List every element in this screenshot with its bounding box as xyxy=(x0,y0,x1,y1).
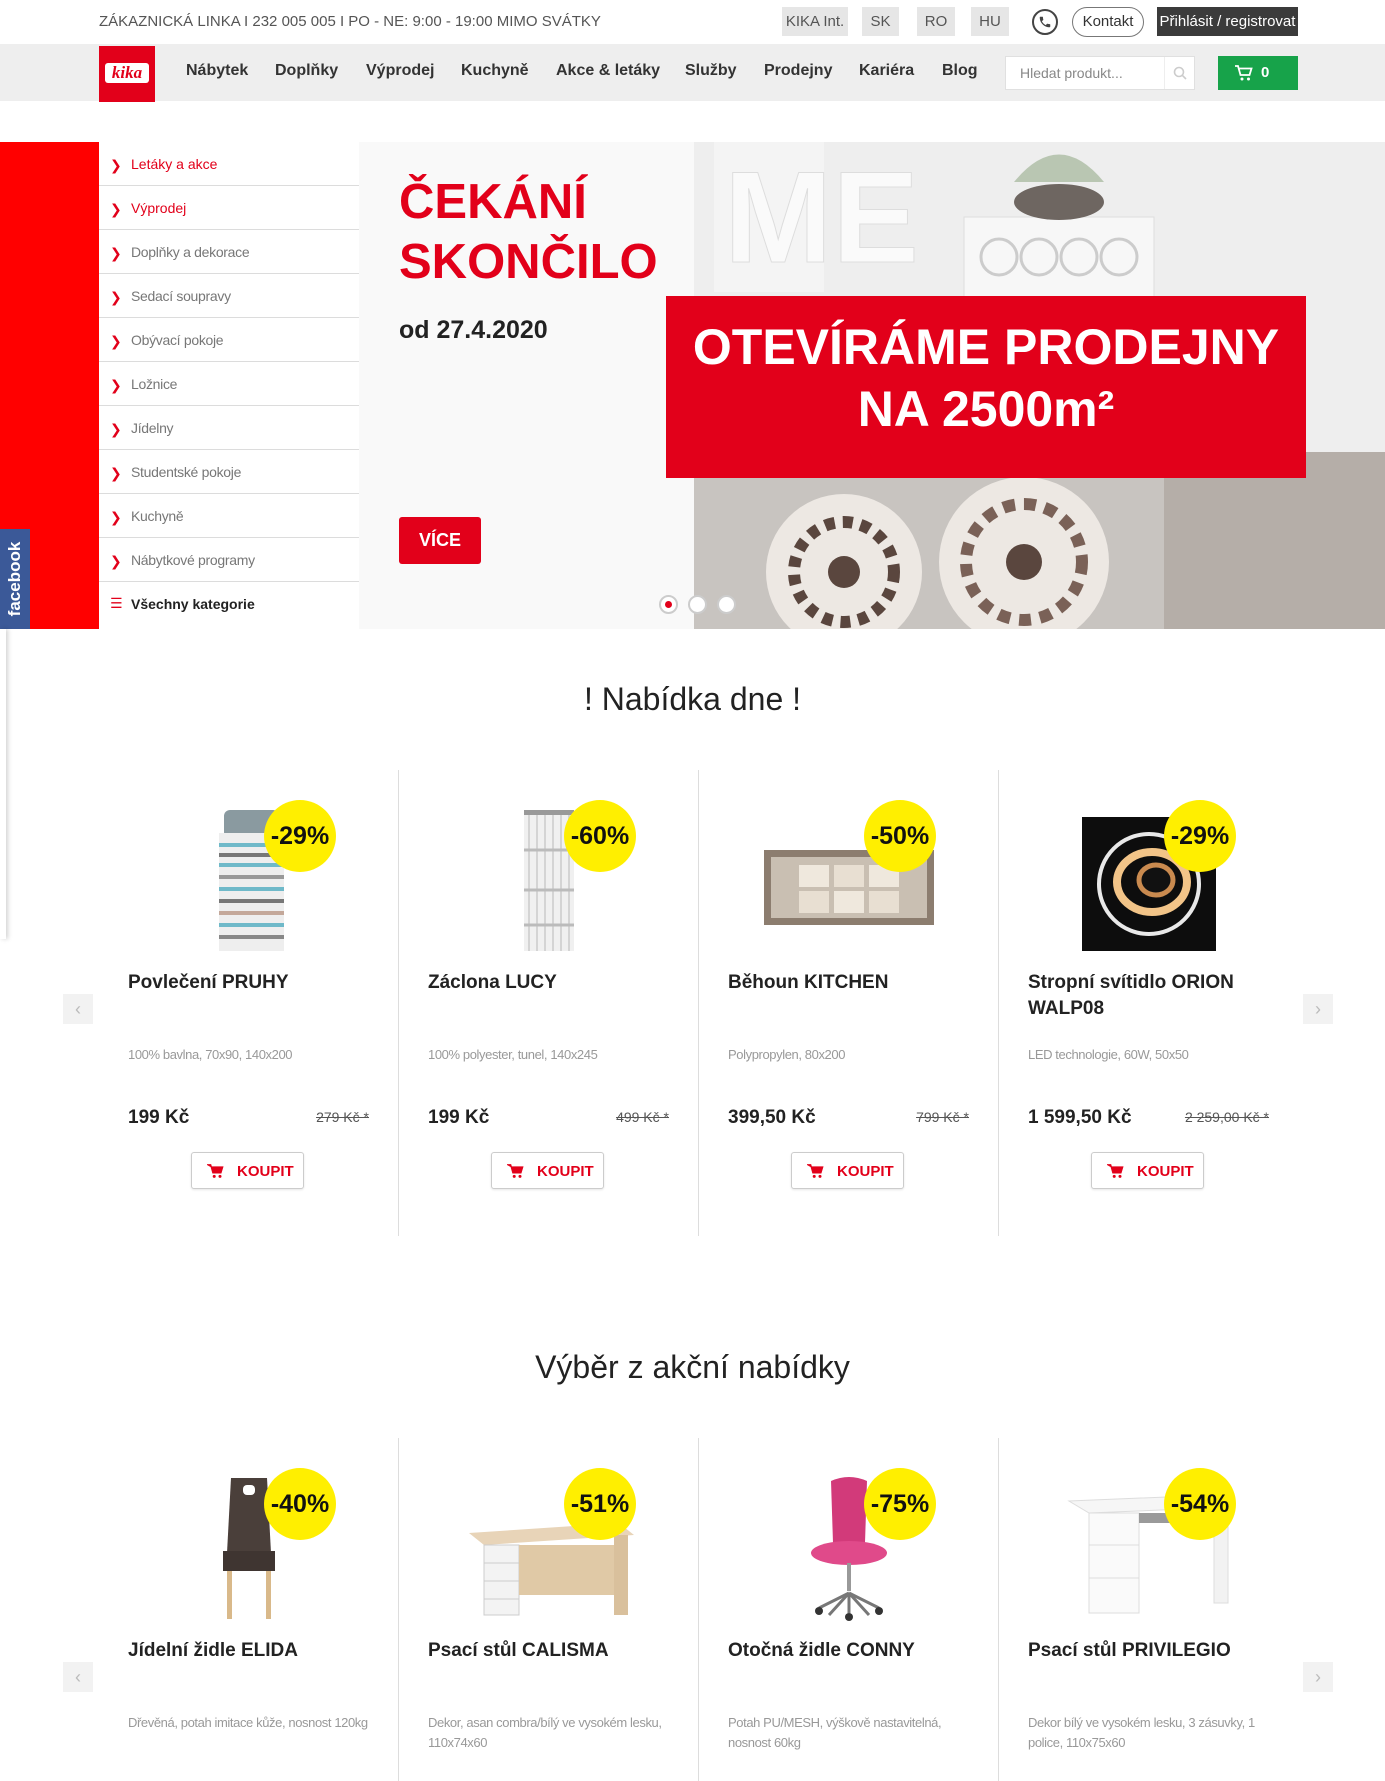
discount-badge: -29% xyxy=(264,800,336,872)
product-card[interactable] xyxy=(699,770,999,1236)
chevron-right-icon: ❯ xyxy=(110,201,122,217)
cat-obyvaci[interactable] xyxy=(99,318,359,362)
hero-red-banner xyxy=(666,296,1306,478)
hero-banner-line1: OTEVÍRÁME PRODEJNY xyxy=(692,319,1280,375)
cat-label: Kuchyně xyxy=(131,508,184,524)
product-name[interactable]: Povlečení PRUHY xyxy=(128,972,289,993)
nav-prodejny[interactable]: Prodejny xyxy=(764,62,833,79)
product-description: LED technologie, 60W, 50x50 xyxy=(1028,1047,1189,1062)
product-card[interactable] xyxy=(99,770,399,1236)
hero-title xyxy=(399,172,658,292)
nav-akce-letaky[interactable]: Akce & letáky xyxy=(556,62,661,79)
cat-label: Nábytkové programy xyxy=(131,552,255,568)
product-card[interactable] xyxy=(99,1438,399,1781)
cart-button[interactable] xyxy=(1218,56,1298,90)
category-menu xyxy=(99,142,359,629)
cart-icon xyxy=(1107,1163,1125,1179)
buy-label: KOUPIT xyxy=(537,1163,594,1180)
cat-label: Ložnice xyxy=(131,376,178,392)
hero-date: od 27.4.2020 xyxy=(399,316,548,344)
product-description: Dřevěná, potah imitace kůže, nosnost 120kg xyxy=(128,1715,368,1730)
nav-sluzby[interactable]: Služby xyxy=(685,62,737,79)
contact-button[interactable]: Kontakt xyxy=(1072,7,1144,37)
cat-kuchyne[interactable] xyxy=(99,494,359,538)
slide-dot-3[interactable] xyxy=(717,595,736,614)
chevron-right-icon: ❯ xyxy=(110,245,122,261)
product-name[interactable]: Běhoun KITCHEN xyxy=(728,972,889,993)
svg-text:ME: ME xyxy=(724,144,919,290)
discount-badge: -54% xyxy=(1164,1468,1236,1540)
discount-badge: -60% xyxy=(564,800,636,872)
lang-kika-int[interactable]: KIKA Int. xyxy=(782,7,848,36)
product-description: Polypropylen, 80x200 xyxy=(728,1047,846,1062)
cat-all[interactable] xyxy=(99,582,359,629)
search-input[interactable] xyxy=(1006,57,1166,89)
chevron-right-icon: ❯ xyxy=(110,421,122,437)
product-description: 100% polyester, tunel, 140x245 xyxy=(428,1047,598,1062)
cat-jidelny[interactable] xyxy=(99,406,359,450)
cat-label: Výprodej xyxy=(131,200,187,216)
chevron-right-icon: ❯ xyxy=(110,553,122,569)
product-name[interactable]: Stropní svítidlo ORION WALP08 xyxy=(1028,972,1234,1019)
buy-button[interactable] xyxy=(191,1152,304,1189)
nav-blog[interactable]: Blog xyxy=(942,62,978,79)
cat-loznice[interactable] xyxy=(99,362,359,406)
chevron-right-icon: ❯ xyxy=(110,289,122,305)
chevron-right-icon: ❯ xyxy=(110,377,122,393)
product-old-price: 499 Kč * xyxy=(616,1109,669,1125)
phone-icon[interactable] xyxy=(1032,9,1058,35)
login-register-button[interactable]: Přihlásit / registrovat xyxy=(1157,7,1298,36)
cat-label: Všechny kategorie xyxy=(131,596,255,612)
hero-title-line2: SKONČILO xyxy=(399,235,658,289)
carousel-prev-arrow[interactable]: ‹ xyxy=(63,1662,93,1692)
cart-icon xyxy=(507,1163,525,1179)
product-card[interactable] xyxy=(399,770,699,1236)
buy-label: KOUPIT xyxy=(237,1163,294,1180)
product-name[interactable]: Záclona LUCY xyxy=(428,972,557,993)
section-title-deal-of-day: ! Nabídka dne ! xyxy=(583,681,802,717)
product-description: Dekor, asan combra/bílý ve vysokém lesku, 110x74x60 xyxy=(428,1715,662,1750)
product-description: 100% bavlna, 70x90, 140x200 xyxy=(128,1047,293,1062)
cart-count: 0 xyxy=(1261,64,1270,81)
discount-badge: -40% xyxy=(264,1468,336,1540)
menu-icon: ☰ xyxy=(110,595,123,611)
chevron-right-icon: ❯ xyxy=(110,157,122,173)
product-name[interactable]: Psací stůl CALISMA xyxy=(428,1640,609,1661)
product-price: 199 Kč xyxy=(428,1107,490,1128)
product-card[interactable] xyxy=(999,770,1299,1236)
cat-label: Studentské pokoje xyxy=(131,464,242,480)
hero-more-button[interactable]: VÍCE xyxy=(399,517,481,564)
product-price: 199 Kč xyxy=(128,1107,190,1128)
cat-label: Jídelny xyxy=(131,420,174,436)
carousel-next-arrow[interactable]: › xyxy=(1303,1662,1333,1692)
carousel-prev-arrow[interactable]: ‹ xyxy=(63,994,93,1024)
lang-sk[interactable]: SK xyxy=(862,7,899,36)
nav-kariera[interactable]: Kariéra xyxy=(859,62,915,79)
discount-badge: -75% xyxy=(864,1468,936,1540)
product-name[interactable]: Otočná židle CONNY xyxy=(728,1640,915,1661)
lang-ro[interactable]: RO xyxy=(917,7,955,36)
search-box xyxy=(1005,56,1195,90)
cat-doplnky[interactable] xyxy=(99,230,359,274)
hero-slider xyxy=(359,142,1385,629)
cat-label: Obývací pokoje xyxy=(131,332,224,348)
cat-sedaci[interactable] xyxy=(99,274,359,318)
facebook-label: facebook xyxy=(5,541,24,617)
cart-icon xyxy=(1234,64,1254,82)
product-description: Dekor bílý ve vysokém lesku, 3 zásuvky, 1 police, 110x75x60 xyxy=(1028,1715,1255,1750)
product-name[interactable]: Jídelní židle ELIDA xyxy=(128,1640,298,1661)
cat-label: Sedací soupravy xyxy=(131,288,231,304)
buy-button[interactable] xyxy=(491,1152,604,1189)
cart-icon xyxy=(807,1163,825,1179)
product-old-price: 279 Kč * xyxy=(316,1109,369,1125)
cat-vyprodej[interactable] xyxy=(99,186,359,230)
nav-nabytek[interactable]: Nábytek xyxy=(186,62,249,79)
chevron-right-icon: ❯ xyxy=(110,465,122,481)
buy-button[interactable] xyxy=(791,1152,904,1189)
hero-banner-line2: NA 2500m² xyxy=(857,381,1115,437)
search-icon[interactable] xyxy=(1164,57,1194,89)
discount-badge: -51% xyxy=(564,1468,636,1540)
discount-badge: -29% xyxy=(1164,800,1236,872)
product-price: 399,50 Kč xyxy=(728,1107,816,1128)
cat-label: Doplňky a dekorace xyxy=(131,244,250,260)
cat-letaky-akce[interactable] xyxy=(99,142,359,186)
carousel-next-arrow[interactable]: › xyxy=(1303,994,1333,1024)
nav-kuchyne[interactable]: Kuchyně xyxy=(461,62,529,79)
product-old-price: 799 Kč * xyxy=(916,1109,969,1125)
slide-dot-2[interactable] xyxy=(688,595,707,614)
main-nav xyxy=(0,44,1385,101)
product-card[interactable] xyxy=(699,1438,999,1781)
cart-icon xyxy=(207,1163,225,1179)
product-old-price: 2 259,00 Kč * xyxy=(1184,1109,1269,1125)
cat-label: Letáky a akce xyxy=(131,156,218,172)
facebook-tab[interactable] xyxy=(0,529,30,629)
product-card[interactable] xyxy=(999,1438,1299,1781)
logo-text: kika xyxy=(105,63,149,83)
nav-doplnky[interactable]: Doplňky xyxy=(275,62,339,79)
cat-studentske[interactable] xyxy=(99,450,359,494)
product-name[interactable]: Psací stůl PRIVILEGIO xyxy=(1028,1640,1231,1661)
section-title-promo: Výběr z akční nabídky xyxy=(535,1349,850,1385)
discount-badge: -50% xyxy=(864,800,936,872)
slide-dot-1[interactable] xyxy=(659,595,678,614)
facebook-panel-edge xyxy=(0,629,6,939)
nav-vyprodej[interactable]: Výprodej xyxy=(366,62,435,79)
chevron-right-icon: ❯ xyxy=(110,509,122,525)
lang-hu[interactable]: HU xyxy=(971,7,1009,36)
cat-nabytkove-programy[interactable] xyxy=(99,538,359,582)
hero-title-line1: ČEKÁNÍ xyxy=(399,175,587,229)
hotline-text: ZÁKAZNICKÁ LINKA I 232 005 005 I PO - NE: 9:00 - 19:00 MIMO SVÁTKY xyxy=(99,13,601,30)
kika-logo[interactable] xyxy=(99,46,155,102)
product-card[interactable] xyxy=(399,1438,699,1781)
top-bar xyxy=(0,0,1385,44)
chevron-right-icon: ❯ xyxy=(110,333,122,349)
buy-label: KOUPIT xyxy=(837,1163,894,1180)
buy-label: KOUPIT xyxy=(1137,1163,1194,1180)
buy-button[interactable] xyxy=(1091,1152,1204,1189)
product-description: Potah PU/MESH, výškově nastavitelná, nosnost 60kg xyxy=(728,1715,942,1750)
product-price: 1 599,50 Kč xyxy=(1028,1107,1132,1128)
